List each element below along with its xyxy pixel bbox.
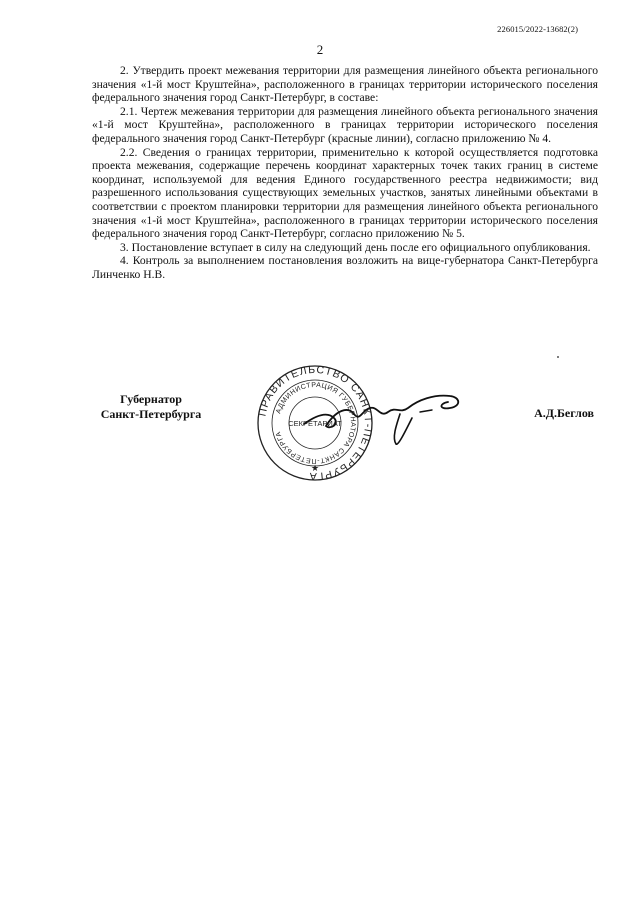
paragraph-item-2-2: 2.2. Сведения о границах территории, применительно к которой осуществляется подготовка проекта межевания, содержащие перечень координат характерных точек таких границ в системе координат, используемой для ведения Единого государственного реестра недвижимости; вид разрешенного использования существующих земельных участков, занятых линейными объектами в соответствии с проектом планировки территории для размещения линейного объекта регионального значения «1-й мост Круштейна», расположенного в границах территории исторического поселения федерального значения город Санкт-Петербург, согласно приложению № 5.: [92, 145, 598, 241]
document-id: 226015/2022-13682(2): [497, 24, 578, 34]
seal-outer-text: ПРАВИТЕЛЬСТВО САНКТ-ПЕТЕРБУРГА: [256, 364, 374, 482]
signer-name: А.Д.Беглов: [534, 406, 594, 420]
handwritten-signature: [300, 384, 480, 450]
document-body: [92, 64, 598, 282]
paragraph-item-2-1: 2.1. Чертеж межевания территории для размещения линейного объекта регионального значения «1-й мост Круштейна», расположенного в границах территории исторического поселения федерального значения город Санкт-Петербург (красные линии), согласно приложению № 4.: [92, 104, 598, 145]
paragraph-item-3: 3. Постановление вступает в силу на следующий день после его официального опубликования.: [120, 240, 591, 254]
paragraph-item-4: 4. Контроль за выполнением постановления возложить на вице-губернатора Санкт-Петербурга Линченко Н.В.: [92, 254, 598, 281]
signer-title: [96, 392, 206, 421]
ink-dot: [557, 356, 559, 358]
paragraph-item-2: 2. Утвердить проект межевания территории для размещения линейного объекта регионального значения «1-й мост Круштейна», расположенного в границах территории исторического поселения федерального значения город Санкт-Петербург, в составе:: [92, 64, 598, 105]
seal-inner-text: АДМИНИСТРАЦИЯ ГУБЕРНАТОРА САНКТ-ПЕТЕРБУРГА: [275, 381, 357, 465]
signer-title-line1: Губернатор: [120, 392, 182, 406]
signer-title-line2: Санкт-Петербурга: [100, 406, 202, 421]
seal-star-icon: ★: [310, 463, 320, 473]
seal-center-text: СЕКРЕТАРИАТ: [288, 419, 342, 428]
page-number: 2: [316, 42, 324, 57]
